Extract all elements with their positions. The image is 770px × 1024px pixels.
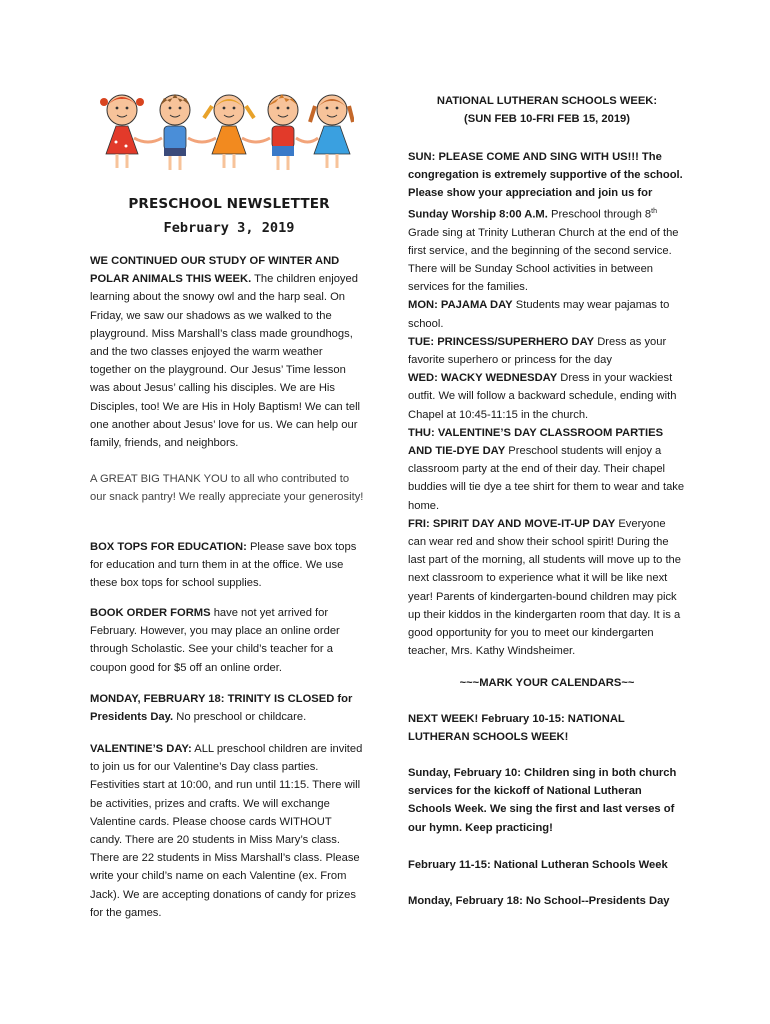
thursday-heading: THU: VALENTINE’S DAY CLASSROOM PARTIES AND TIE-DYE DAY (408, 426, 664, 457)
monday-item (408, 296, 686, 332)
presidents-day-text: No preschool or childcare. (176, 711, 307, 724)
thursday-item (408, 424, 686, 515)
nlsw-heading (408, 92, 686, 128)
winter-section (90, 252, 366, 452)
friday-item (408, 515, 686, 661)
boxtops-section (90, 538, 366, 593)
child-3-figure (204, 95, 254, 168)
wednesday-text: Dress in your wackiest outfit. We will follow a backward schedule, ending with Chapel at 10:45-11:15 in the church. (408, 372, 677, 421)
book-orders-text: have not yet arrived for February. However, you may place an online order through Scholastic. See your child’s teacher for a coupon good for $5 off an online order. (90, 607, 340, 674)
calendar-item-1-text: NEXT WEEK! February 10-15: NATIONAL LUTHERAN SCHOOLS WEEK! (408, 713, 625, 744)
friday-text: Everyone can wear red and show their school spirit! During the last part of the morning, all students will move up to the next classroom to experience what it will be like next year! Parents of kindergarten-bound children may pick up their kiddos in the kindergarten room that day. It is a good opportunity for you to meet our kindergarten teacher, Mrs. Kathy Windsheimer. (408, 517, 681, 658)
newsletter-date: February 3, 2019 (163, 220, 295, 236)
calendar-item-4-text: Monday, February 18: No School--Presidents Day (408, 895, 670, 907)
monday-text: Students may wear pajamas to school. (408, 299, 670, 330)
nlsw-title: NATIONAL LUTHERAN SCHOOLS WEEK: (436, 95, 658, 107)
tuesday-heading: TUE: PRINCESS/SUPERHERO DAY (408, 335, 595, 348)
child-2-figure (160, 94, 190, 170)
presidents-day-section (90, 690, 366, 726)
mark-calendars-heading (408, 674, 686, 692)
calendar-item-4 (408, 892, 686, 910)
sunday-text-b: Grade sing at Trinity Lutheran Church at the end of the first service, and the beginning of the second service. There will be Sunday School activities in between services for the families. (408, 226, 679, 294)
winter-heading: WE CONTINUED OUR STUDY OF WINTER AND POLAR ANIMALS THIS WEEK. (90, 255, 340, 286)
tuesday-text: Dress as your favorite superhero or princess for the day (408, 335, 667, 366)
child-1-figure (100, 95, 144, 168)
child-5-figure (310, 95, 353, 168)
calendar-item-2-text: Sunday, February 10: Children sing in both church services for the kickoff of National Lutheran Schools Week. We sing the first and last verses of our hymn. Keep practicing! (408, 767, 677, 834)
week-schedule (408, 148, 686, 660)
valentines-heading: VALENTINE’S DAY: (90, 743, 192, 755)
monday-heading: MON: PAJAMA DAY (408, 299, 513, 312)
calendar-item-3-text: February 11-15: National Lutheran Schools Week (408, 859, 668, 871)
book-orders-heading: BOOK ORDER FORMS (90, 607, 211, 619)
child-4-figure (268, 94, 298, 170)
sunday-sup: th (651, 207, 657, 215)
calendar-item-2 (408, 764, 686, 837)
sunday-item (408, 148, 686, 296)
sunday-heading: SUN: PLEASE COME AND SING WITH US!!! The congregation is extremely supportive of the school. Please show your appreciation and join us for Sunday Worship 8:00 A.M. (408, 151, 683, 221)
mark-calendars-text: ~~~MARK YOUR CALENDARS~~ (459, 677, 635, 689)
calendar-item-1 (408, 710, 686, 746)
thanks-section (90, 470, 366, 506)
thanks-heading: A GREAT BIG THANK YOU (90, 473, 228, 485)
sunday-text-a: Preschool through 8 (550, 208, 652, 221)
children-illustration (96, 88, 354, 174)
valentines-text: ALL preschool children are invited to join us for our Valentine’s Day class parties. Festivities start at 10:00, and run until 11:15. There will be activities, prizes and crafts. We will exchange Valentine cards. Please choose cards WITHOUT candy. There are 20 students in Miss Mary’s class. There are 22 students in Miss Marshall’s class. Please write your child’s name on each Valentine (ex. From Jack). We are accepting donations of candy for prizes for the games. (90, 743, 363, 919)
calendar-item-3 (408, 856, 686, 874)
book-orders-section (90, 604, 366, 677)
boxtops-heading: BOX TOPS FOR EDUCATION: (90, 541, 247, 553)
valentines-section (90, 740, 366, 922)
presidents-day-heading: MONDAY, FEBRUARY 18: TRINITY IS CLOSED for Presidents Day. (90, 693, 353, 724)
wednesday-item (408, 369, 686, 424)
boxtops-text: Please save box tops for education and turn them in at the office. We use these box tops for school supplies. (90, 541, 357, 590)
thanks-text: to all who contributed to our snack pantry! We really appreciate your generosity! (90, 473, 364, 504)
winter-text: The children enjoyed learning about the snowy owl and the harp seal. On Friday, we saw our shadows as we walked to the playground. Miss Marshall’s class made groundhogs, and the two classes enjoyed the warm weather together on the playground. Our Jesus’ Time lesson was about Jesus’ calling his disciples. We are His Disciples, too! We are His in Holy Baptism! We can tell one another about Jesus’ love for us. We can help our family, friends, and neighbors. (90, 273, 361, 450)
left-column (90, 252, 366, 452)
newsletter-title: PRESCHOOL NEWSLETTER (128, 196, 330, 212)
tuesday-item (408, 333, 686, 369)
thursday-text: Preschool students will enjoy a classroom party at the end of their day. Their chapel buddies will tie dye a tee shirt for them to wear and take home. (408, 444, 685, 512)
wednesday-heading: WED: WACKY WEDNESDAY (408, 372, 558, 385)
nlsw-dates: (SUN FEB 10-FRI FEB 15, 2019) (464, 113, 630, 126)
friday-heading: FRI: SPIRIT DAY AND MOVE-IT-UP DAY (408, 517, 616, 530)
